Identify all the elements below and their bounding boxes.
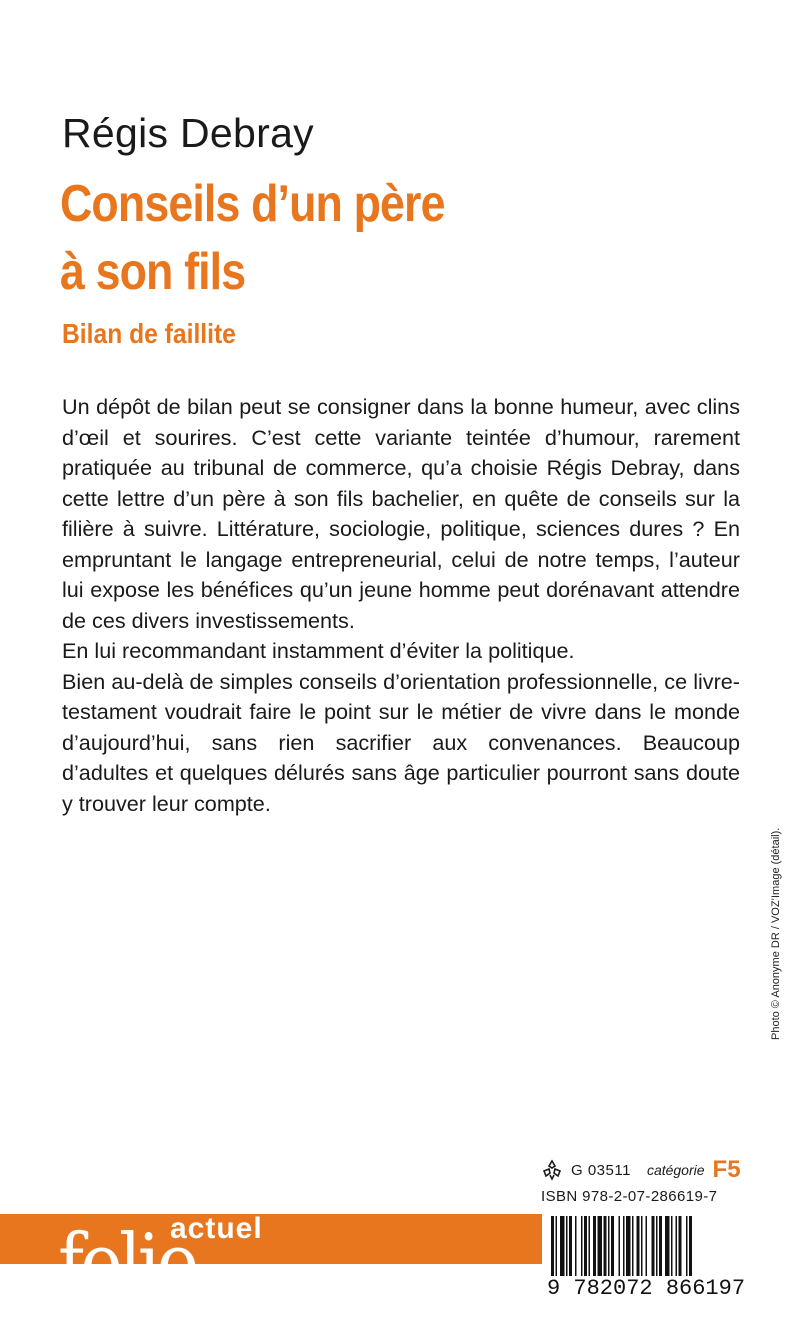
barcode-bar — [689, 1216, 692, 1276]
blurb-paragraph-1: Un dépôt de bilan peut se consigner dans la bonne humeur, avec clins d’œil et sourires. C’est cette variante teintée d’humour, rarement pratiquée au tribunal de commerce, qu’a choisie Régis Debray, dans cette lettre d’un père à son fils bachelier, en quête de conseils sur la filière à suivre. Littérature, sociologie, politique, sciences dures ? En empruntant le langage entrepreneurial, celui de notre temps, l’auteur lui expose les bénéfices qu’un jeune homme peut dorénavant attendre de ces divers investissements. — [62, 394, 740, 633]
barcode-bar — [619, 1216, 621, 1276]
barcode-bar — [611, 1216, 614, 1276]
title-line-2: à son fils — [60, 243, 246, 301]
barcode-bar — [676, 1216, 678, 1276]
folio-logo: folio — [58, 1218, 196, 1308]
barcode-digits: 9 782072 866197 — [547, 1276, 746, 1301]
barcode-bar — [556, 1216, 558, 1276]
collection-name: actuel — [170, 1212, 263, 1245]
isbn: ISBN 978-2-07-286619-7 — [541, 1188, 718, 1205]
barcode-bar — [589, 1216, 591, 1276]
blurb-paragraph-2: En lui recommandant instamment d’éviter la politique. — [62, 638, 575, 663]
meta-row-code — [541, 1156, 741, 1184]
barcode-bar — [593, 1216, 596, 1276]
title-line-1: Conseils d’un père — [60, 175, 445, 233]
barcode-bar — [652, 1216, 655, 1276]
barcode-bar — [551, 1216, 554, 1276]
barcode-bar — [679, 1216, 682, 1276]
barcode-bar — [623, 1216, 625, 1276]
category-label: catégorie — [646, 1162, 705, 1178]
author-name: Régis Debray — [62, 110, 314, 156]
photo-credit: Photo © Anonyme DR / VOZ’Image (détail). — [770, 827, 782, 1040]
barcode-bar — [637, 1216, 640, 1276]
barcode-graphic — [547, 1216, 747, 1276]
barcode-bar — [626, 1216, 631, 1276]
barcode-bar — [665, 1216, 670, 1276]
barcode-bar — [604, 1216, 607, 1276]
barcode-bar — [584, 1216, 587, 1276]
barcode-bar — [671, 1216, 673, 1276]
barcode-bar — [575, 1216, 577, 1276]
barcode-bar — [598, 1216, 603, 1276]
barcode-bar — [641, 1216, 643, 1276]
book-subtitle: Bilan de faillite — [62, 318, 236, 349]
barcode-bar — [686, 1216, 688, 1276]
barcode-bar — [632, 1216, 634, 1276]
publisher-logo-icon — [541, 1159, 563, 1181]
barcode-bar — [646, 1216, 648, 1276]
book-metadata — [541, 1156, 741, 1205]
barcode-bar — [569, 1216, 572, 1276]
blurb-text — [62, 392, 740, 819]
barcode-bar — [656, 1216, 658, 1276]
blurb-paragraph-3: Bien au-delà de simples conseils d’orientation professionnelle, ce livre-testament voudrait faire le point sur le métier de vivre dans le monde d’aujourd’hui, sans rien sacrifier aux convenances. Beaucoup d’adultes et quelques délurés sans âge particulier pourront sans doute y trouver leur compte. — [62, 668, 740, 816]
barcode-bar — [659, 1216, 662, 1276]
book-title — [60, 170, 445, 306]
barcode-bar — [608, 1216, 610, 1276]
series-code: G 03511 — [571, 1161, 631, 1179]
barcode-bar — [581, 1216, 583, 1276]
category-value: F5 — [712, 1156, 741, 1183]
barcode-bar — [560, 1216, 565, 1276]
barcode-bar — [566, 1216, 568, 1276]
